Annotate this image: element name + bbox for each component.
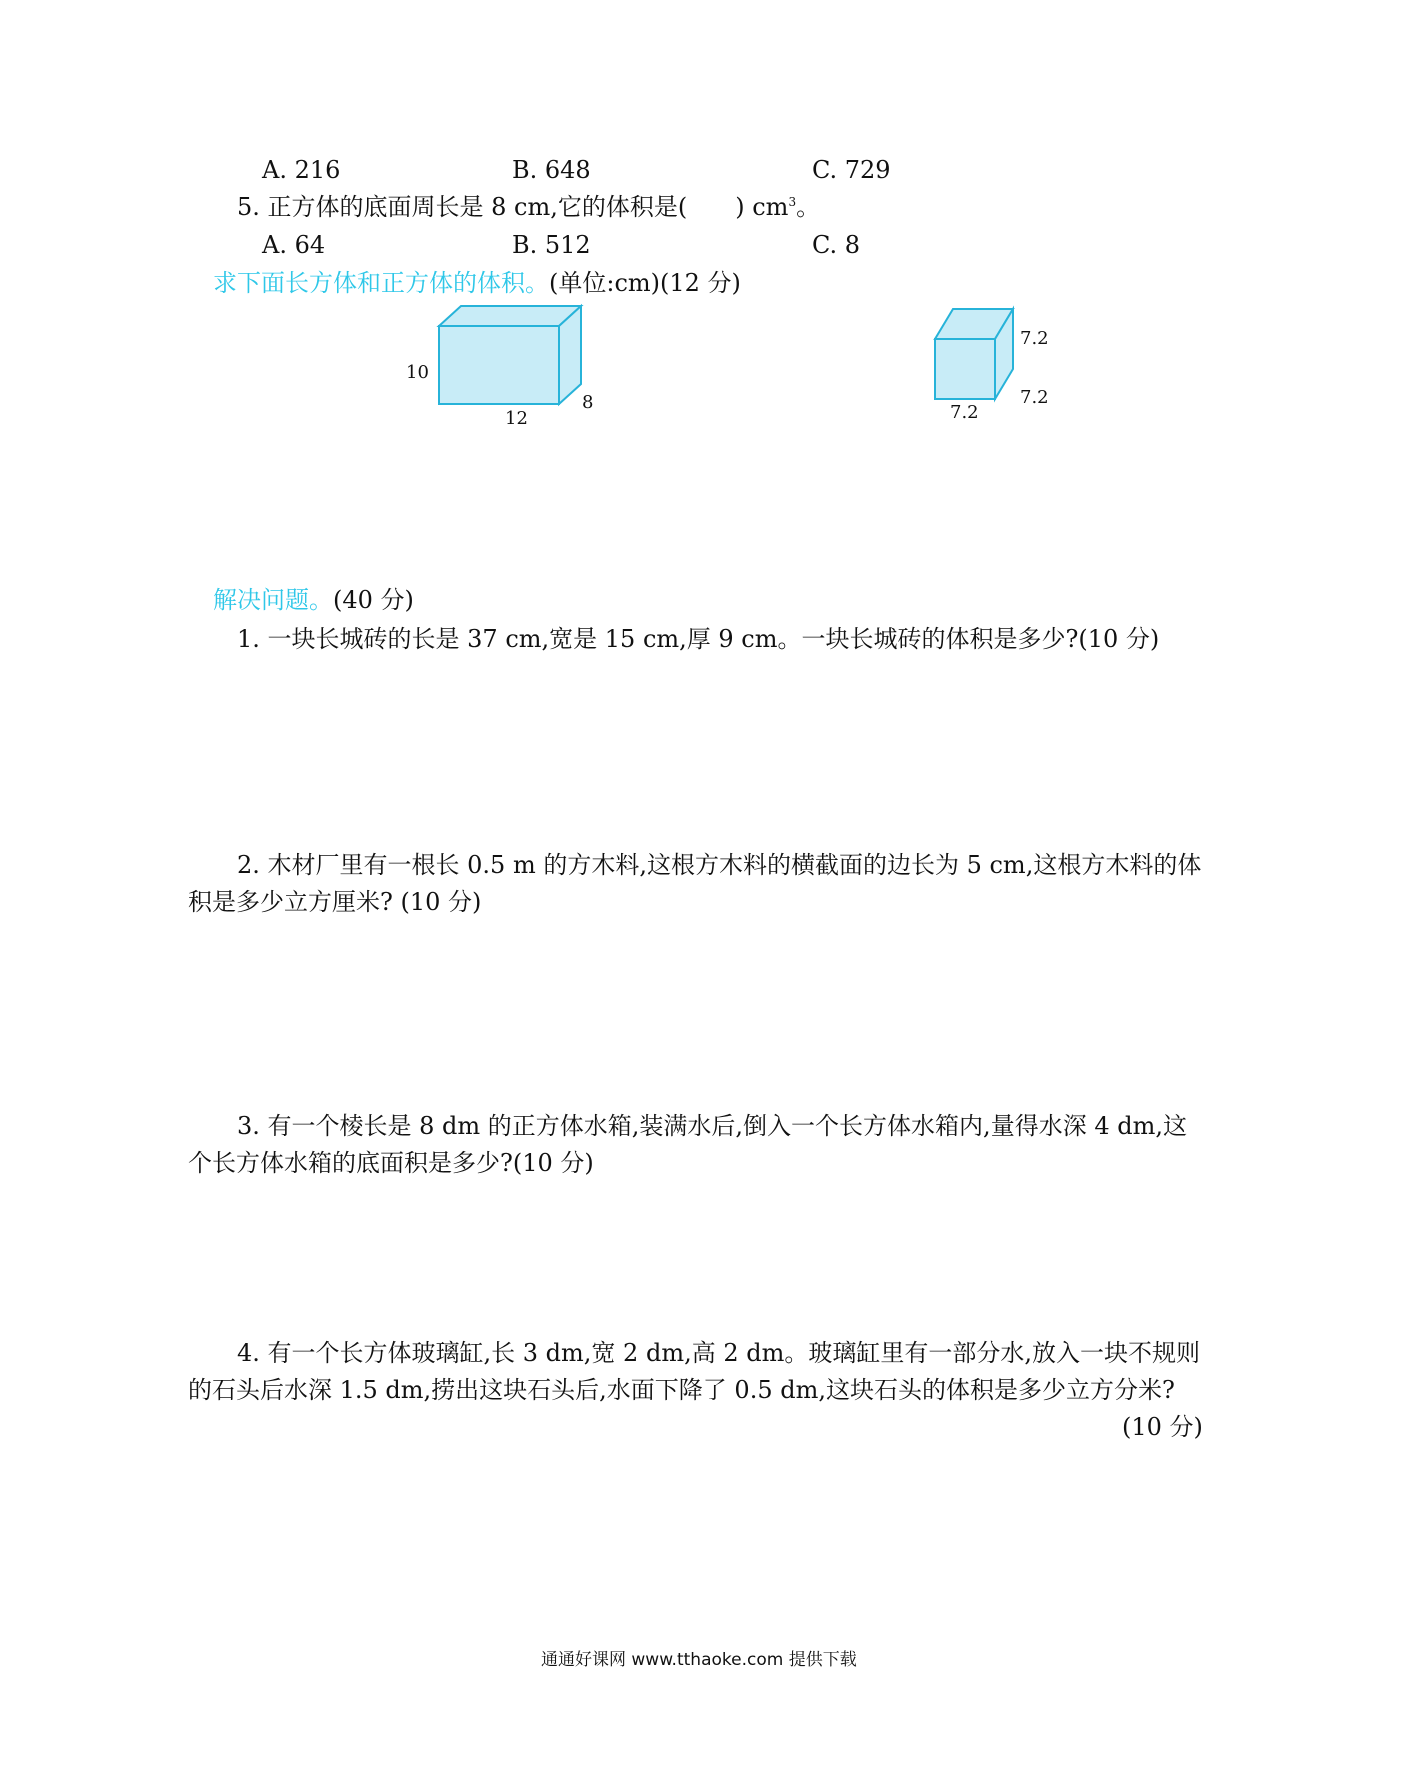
- q5-option-a: A. 64: [262, 231, 326, 259]
- footer-source: 通通好课网 www.tthaoke.com 提供下载: [541, 1650, 857, 1670]
- cuboid-height-label: 10: [406, 362, 429, 383]
- volume-section-heading: [213, 268, 741, 298]
- q5-end: 。: [796, 193, 821, 221]
- problem-2-line-1: 2. 木材厂里有一根长 0.5 m 的方木料,这根方木料的横截面的边长为 5 cm,这根方木料的体: [237, 851, 1202, 879]
- q5-option-b: B. 512: [512, 231, 591, 259]
- problems-section-title: 解决问题。: [213, 586, 333, 614]
- problem-4-score: (10 分): [1122, 1413, 1203, 1441]
- problem-3-line-1: 3. 有一个棱长是 8 dm 的正方体水箱,装满水后,倒入一个长方体水箱内,量得水深 4 dm,这: [237, 1112, 1187, 1140]
- problem-1-text: 1. 一块长城砖的长是 37 cm,宽是 15 cm,厚 9 cm。一块长城砖的体积是多少?(10 分): [237, 625, 1160, 653]
- cube-front-face: [935, 339, 995, 399]
- cube-bottom-label: 7.2: [950, 402, 979, 423]
- q4-option-b: B. 648: [512, 156, 591, 184]
- q4-option-a: A. 216: [262, 156, 341, 184]
- problems-section-score: (40 分): [333, 586, 414, 614]
- cuboid-figure: [395, 300, 610, 435]
- volume-section-note: (单位:cm)(12 分): [549, 269, 741, 297]
- volume-section-title: 求下面长方体和正方体的体积。: [213, 269, 549, 297]
- q5-stem: 5. 正方体的底面周长是 8 cm,它的体积是( ) cm: [237, 193, 789, 221]
- q4-option-c: C. 729: [812, 156, 891, 184]
- problem-3-line-2: 个长方体水箱的底面积是多少?(10 分): [188, 1149, 594, 1177]
- cube-figure: [925, 300, 1060, 425]
- q5-option-c: C. 8: [812, 231, 861, 259]
- cube-side-label: 7.2: [1020, 387, 1049, 408]
- q5-text: [237, 192, 820, 222]
- problem-4-line-2: 的石头后水深 1.5 dm,捞出这块石头后,水面下降了 0.5 dm,这块石头的体积是多少立方分米?: [188, 1376, 1175, 1404]
- problems-section-heading: [213, 585, 414, 615]
- cuboid-top-face: [439, 306, 581, 326]
- cuboid-length-label: 12: [505, 408, 528, 429]
- q5-superscript: 3: [788, 195, 797, 209]
- problem-4-line-1: 4. 有一个长方体玻璃缸,长 3 dm,宽 2 dm,高 2 dm。玻璃缸里有一部分水,放入一块不规则: [237, 1339, 1200, 1367]
- cube-top-label: 7.2: [1020, 328, 1049, 349]
- problem-2-line-2: 积是多少立方厘米? (10 分): [188, 888, 482, 916]
- cuboid-width-label: 8: [582, 392, 594, 413]
- cuboid-front-face: [439, 326, 559, 404]
